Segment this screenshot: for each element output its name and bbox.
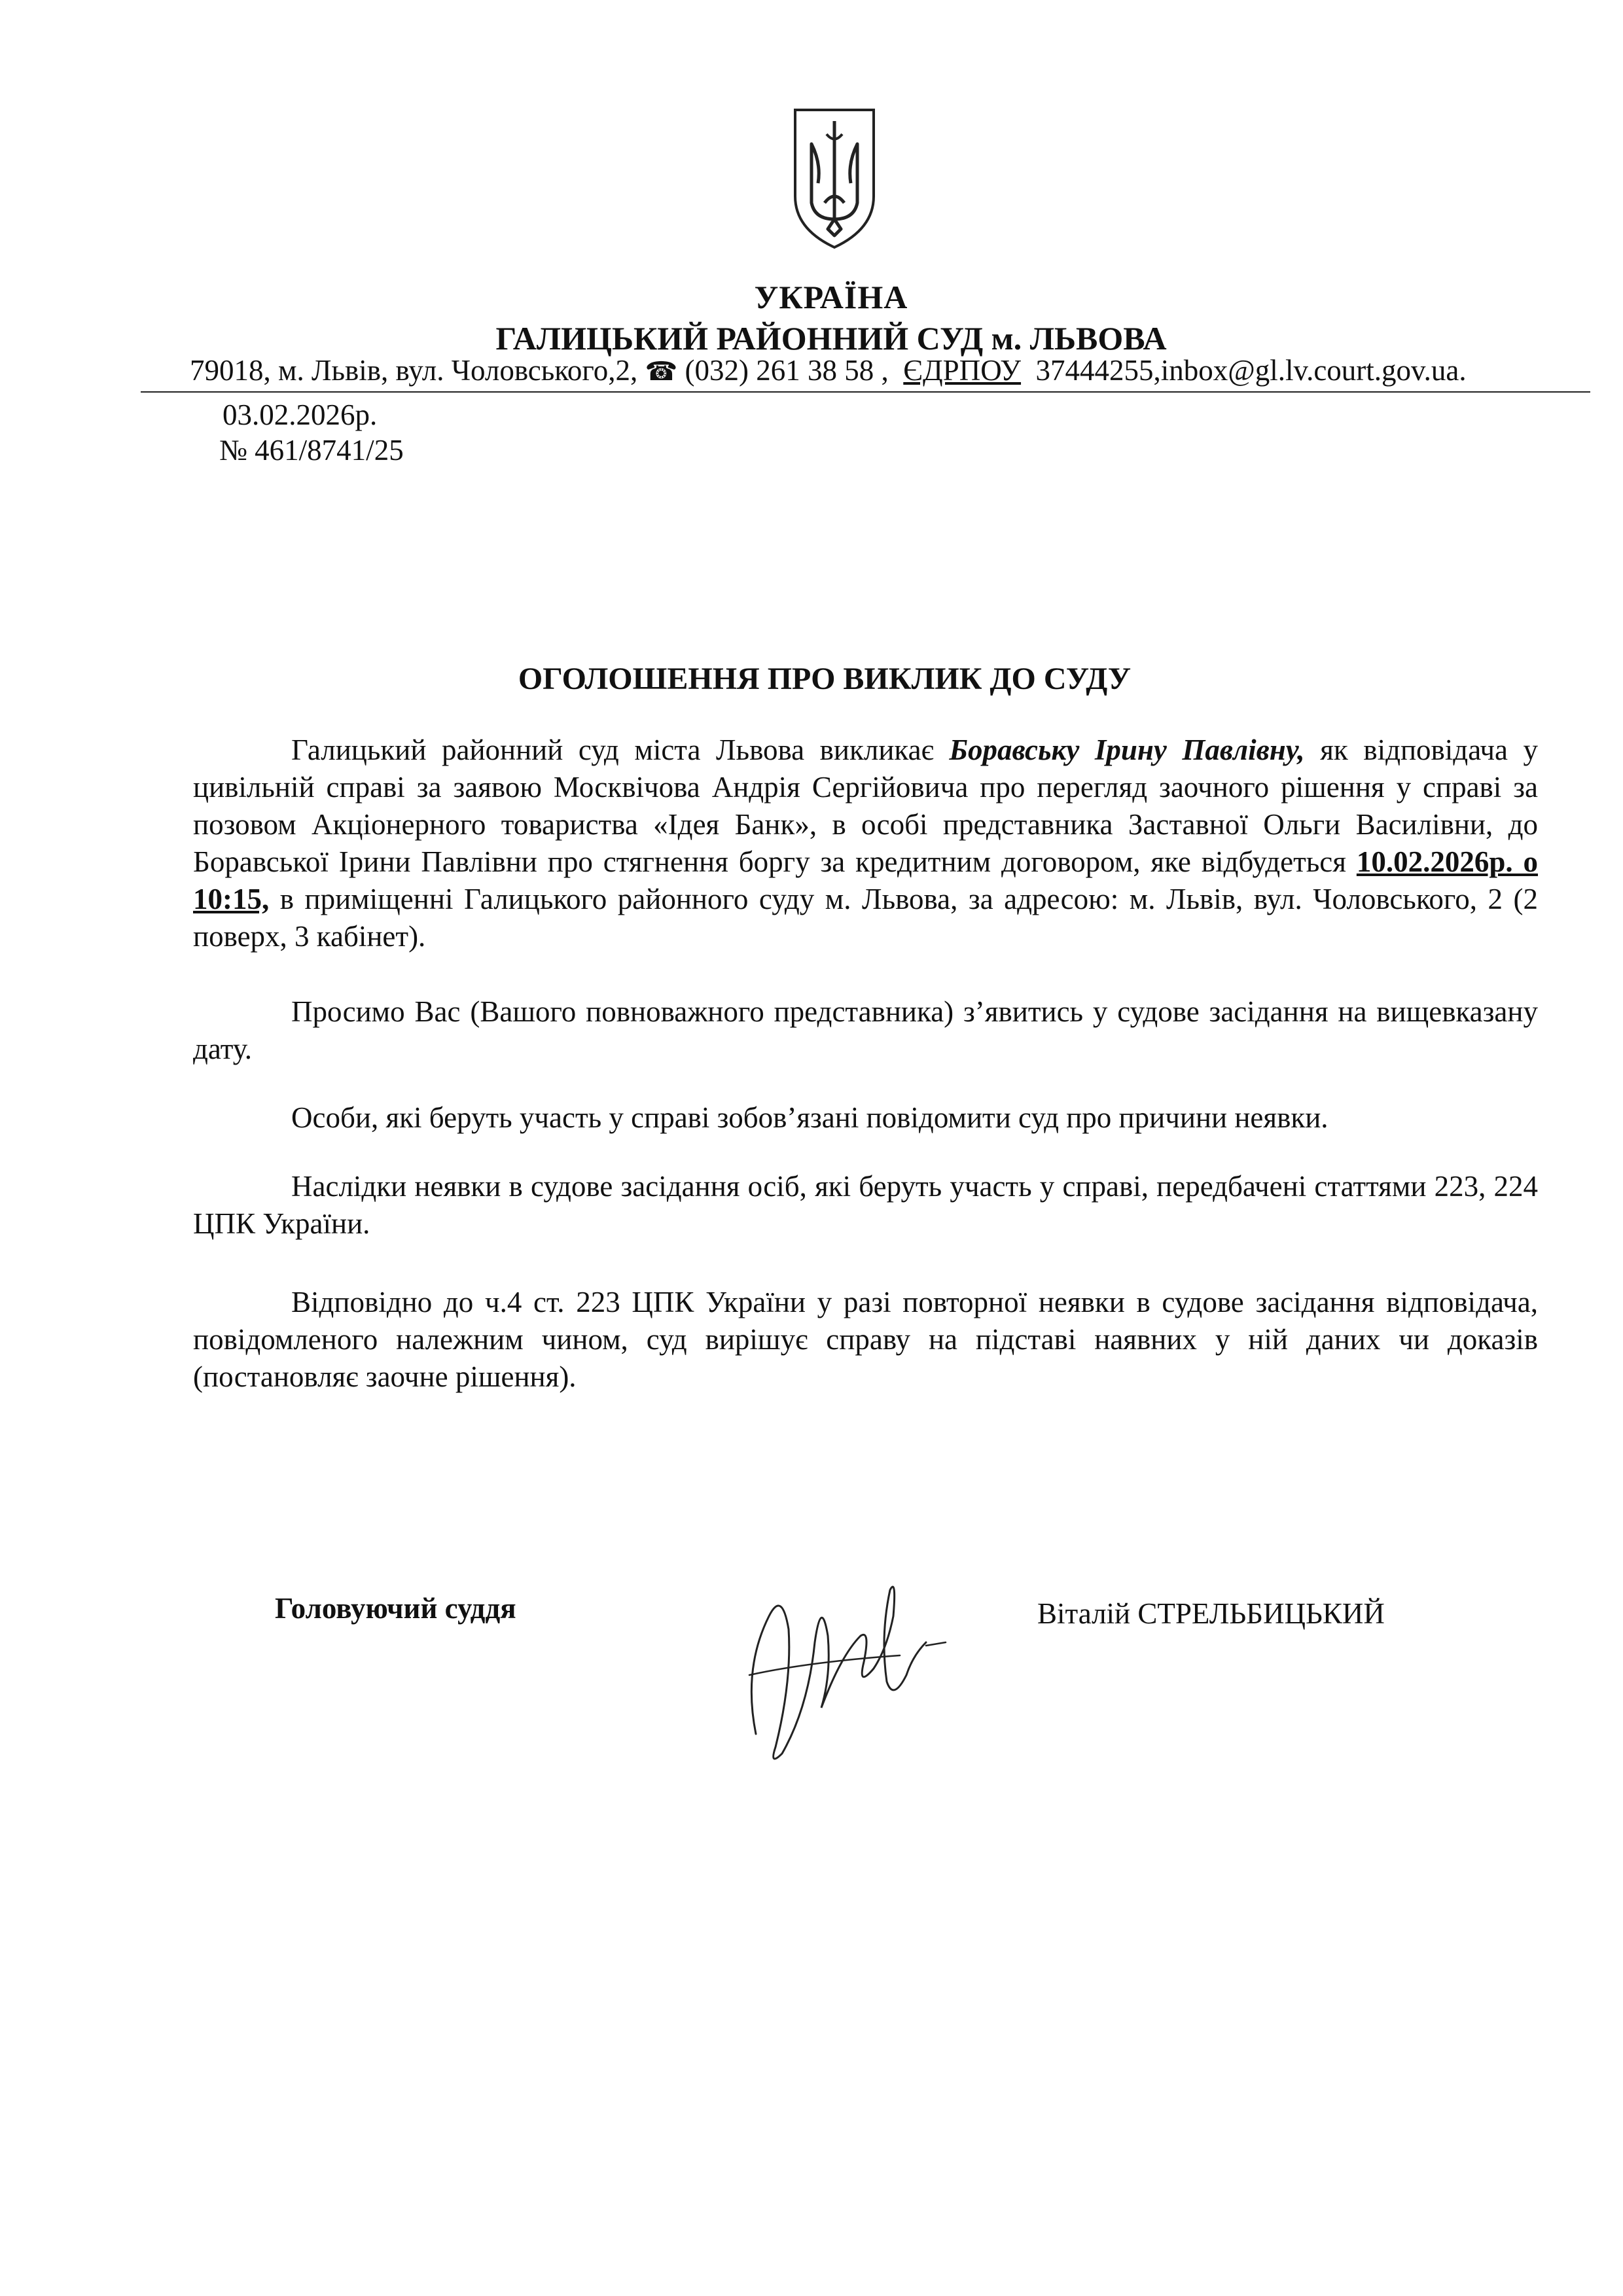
paragraph-summons <box>193 732 1538 955</box>
p1-text-a: Галицький районний суд міста Львова викликає <box>291 733 950 766</box>
court-phone: (032) 261 38 58 , <box>685 354 889 387</box>
paragraph-obligation: Особи, які беруть участь у справі зобов’язані повідомити суд про причини неявки. <box>291 1101 1329 1134</box>
document-title: ОГОЛОШЕННЯ ПРО ВИКЛИК ДО СУДУ <box>518 662 1132 696</box>
header-court-name: ГАЛИЦЬКИЙ РАЙОННИЙ СУД м. ЛЬВОВА <box>495 320 1167 357</box>
document-date: 03.02.2026р. <box>223 398 378 431</box>
edrpou-label: ЄДРПОУ <box>903 354 1022 387</box>
court-address-line <box>190 353 1603 387</box>
trident-coat-of-arms-icon <box>789 105 880 252</box>
p1-text-b: як відповідача у цивільній справі за заявою Москвічова Андрія Сергійовича про перегляд заочного рішення у справі за позовом Акціонерного товариства «Ідея Банк», в особі представника Заставної Ольги Василівни, до Боравської Ірини Павлівни про стягнення боргу за кредитним договором, яке відбудеться <box>193 733 1539 878</box>
defendant-name: Боравську Ірину Павлівну, <box>949 733 1305 766</box>
header-country: УКРАЇНА <box>754 279 908 315</box>
paragraph-consequences: Наслідки неявки в судове засідання осіб, які беруть участь у справі, передбачені статтями 223, 224 ЦПК України. <box>193 1170 1538 1240</box>
edrpou-email: 37444255,inbox@gl.lv.court.gov.ua. <box>1035 354 1467 387</box>
hearing-datetime: 10.02.2026р. о 10:15, <box>193 845 1539 915</box>
paragraph-default-judgment: Відповідно до ч.4 ст. 223 ЦПК України у разі повторної неявки в судове засідання відповідача, повідомленого належним чином, суд вирішує справу на підставі наявних у ній даних чи доказів (постановляє заочне рішення). <box>193 1286 1538 1393</box>
case-number: № 461/8741/25 <box>219 434 404 467</box>
judge-role: Головуючий суддя <box>275 1592 516 1625</box>
court-address: 79018, м. Львів, вул. Чоловського,2, <box>190 354 638 387</box>
telephone-icon: ☎ <box>645 357 678 386</box>
p1-text-c: в приміщенні Галицького районного суду м. Львова, за адресою: м. Львів, вул. Чоловського, 2 (2 поверх, 3 кабінет). <box>193 883 1538 953</box>
paragraph-request: Просимо Вас (Вашого повноважного представника) з’явитись у судове засідання на вищевказану дату. <box>193 995 1538 1065</box>
header-divider <box>141 391 1590 393</box>
handwritten-signature <box>730 1538 952 1773</box>
judge-name: Віталій СТРЕЛЬБИЦЬКИЙ <box>1037 1597 1385 1630</box>
